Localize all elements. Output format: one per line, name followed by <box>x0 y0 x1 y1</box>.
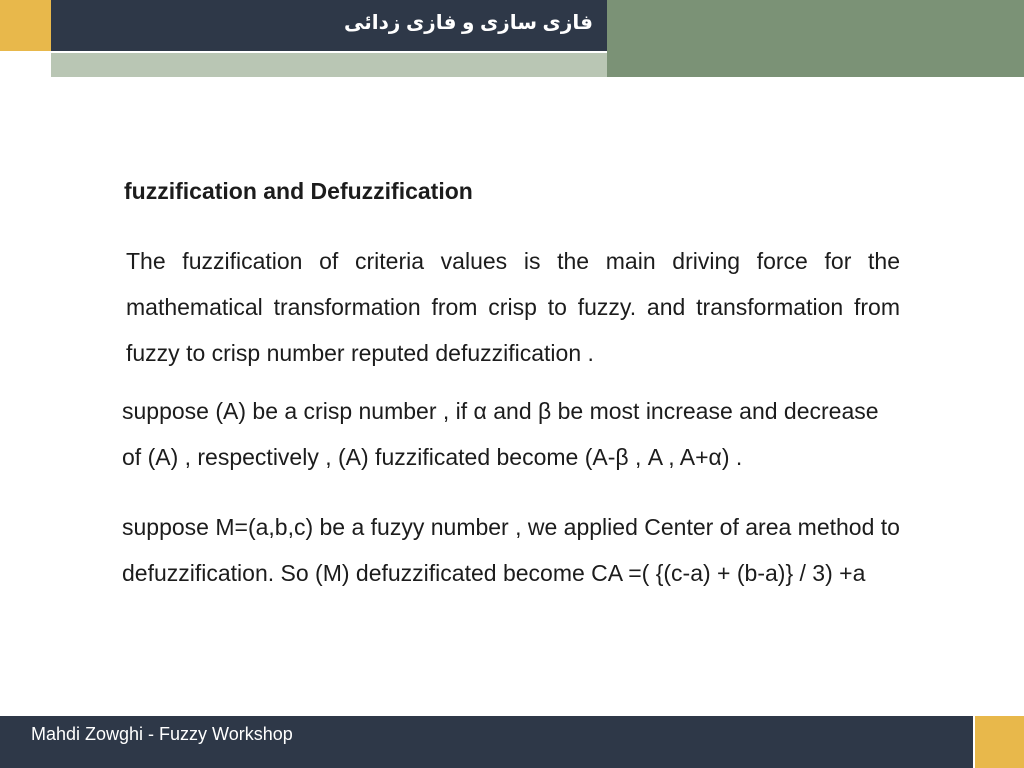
paragraph-fuzzification: The fuzzification of criteria values is the main driving force for the mathematical transformation from crisp to fuzzy. and transformation from fuzzy to crisp number reputed defuzzification . <box>126 248 900 366</box>
footer-text: Mahdi Zowghi - Fuzzy Workshop <box>31 724 293 744</box>
header-accent-green <box>607 0 1024 77</box>
paragraph-crisp-number: suppose (A) be a crisp number , if α and β be most increase and decrease of (A) , respectively , (A) fuzzificated become (A-β , A , A+α) . <box>122 398 879 470</box>
header-title-bar <box>51 0 607 51</box>
section-heading: fuzzification and Defuzzification <box>124 178 473 204</box>
header-sub-strip <box>51 53 607 77</box>
slide-title: فازی سازی و فازی زدائی <box>344 12 593 34</box>
header-accent-yellow <box>0 0 51 51</box>
paragraph-center-of-area: suppose M=(a,b,c) be a fuzyy number , we applied Center of area method to defuzzification. So (M) defuzzificated become CA =( {(c-a) + (b-a)} / 3) +a <box>122 514 900 586</box>
footer-accent-yellow <box>975 716 1024 768</box>
